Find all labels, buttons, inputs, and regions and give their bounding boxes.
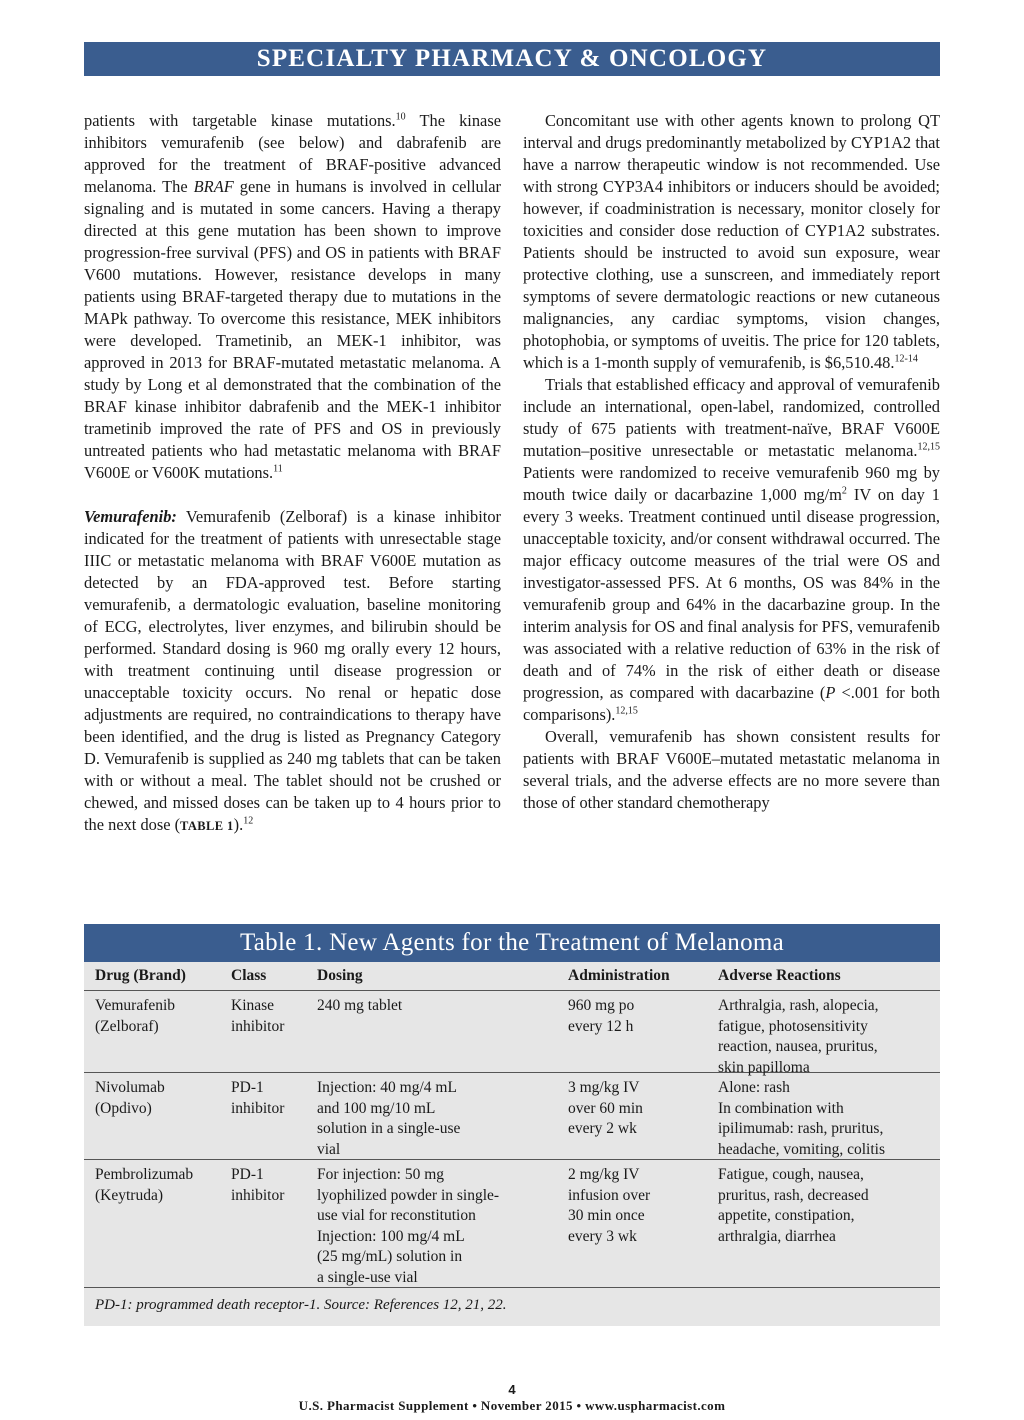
table-row <box>84 1073 940 1160</box>
melanoma-agents-table <box>84 924 940 1326</box>
table-cell: Kinase inhibitor <box>231 997 285 1035</box>
page-number: 4 <box>508 1382 516 1397</box>
table-cell: Pembrolizumab (Keytruda) <box>95 1166 194 1204</box>
table-cell: 2 mg/kg IV infusion over 30 min once every 3 wk <box>568 1166 651 1245</box>
table-row <box>84 1160 940 1287</box>
page-footer: U.S. Pharmacist Supplement • November 2015 • www.uspharmacist.com <box>298 1398 726 1413</box>
header-class: Class <box>231 967 267 984</box>
table-cell: 3 mg/kg IV over 60 min every 2 wk <box>568 1079 643 1137</box>
table-cell: PD-1 inhibitor <box>231 1166 285 1204</box>
right-column <box>523 110 940 814</box>
header-adverse-reactions: Adverse Reactions <box>718 967 841 984</box>
table-cell: 960 mg po every 12 h <box>568 997 635 1035</box>
header-dosing: Dosing <box>317 967 363 984</box>
table-cell: For injection: 50 mg lyophilized powder in single- use vial for reconstitution Injection: 100 mg/4 mL (25 mg/mL) solution in a single-use vial <box>317 1166 500 1286</box>
right-paragraph-3: Overall, vemurafenib has shown consistent results for patients with BRAF V600E–mutated metastatic melanoma in several trials, and the adverse effects are no more severe than those of other standard chemotherapy <box>523 727 940 812</box>
vemurafenib-heading: Vemurafenib: <box>84 507 177 526</box>
table-cell: Alone: rash In combination with ipilimumab: rash, pruritus, headache, vomiting, colitis <box>718 1079 886 1158</box>
table-title: Table 1. New Agents for the Treatment of Melanoma <box>84 924 940 962</box>
right-paragraph-2: Trials that established efficacy and approval of vemurafenib include an international, open-label, randomized, controlled study of 675 patients with treatment-naïve, BRAF V600E mutation–positive unresectable or metastatic melanoma.$^{12,15}$ Patients were randomized to receive vemurafenib 960 mg by mouth twice daily or dacarbazine 1,000 $mg/m^2$ IV on day 1 every 3 weeks. Treatment continued until disease progression, unacceptable toxicity, and/or consent withdrawal occurred. The major efficacy outcome measures of the trial were OS and investigator-assessed PFS. At 6 months, OS was 84% in the vemurafenib group and 64% in the dacarbazine group. In the interim analysis for OS and final analysis for PFS, vemurafenib was associated with a relative reduction of 63% in the risk of death and of 74% in the risk of either death or disease progression, as compared with dacarbazine (P <.001 for both comparisons).$^{12,15}$ <box>523 375 940 724</box>
left-paragraph-2: Vemurafenib: Vemurafenib (Zelboraf) is a kinase inhibitor indicated for the treatment of patients with unresectable stage IIIC or metastatic melanoma with BRAF V600E mutation as detected by an FDA-approved test. Before starting vemurafenib, a dermatologic evaluation, baseline monitoring of ECG, electrolytes, liver enzymes, and bilirubin should be performed. Standard dosing is 960 mg orally every 12 hours, with treatment continuing until disease progression or unacceptable toxicity occurs. No renal or hepatic dose adjustments are required, no contraindications to therapy have been identified, and the drug is listed as Pregnancy Category D. Vemurafenib is supplied as 240 mg tablets that can be taken with or without a meal. The tablet should not be crushed or chewed, and missed doses can be taken up to 4 hours prior to the next dose (TABLE 1).$^{12}$ <box>84 507 501 834</box>
table-cell: Vemurafenib (Zelboraf) <box>95 997 176 1035</box>
table-cell: Fatigue, cough, nausea, pruritus, rash, decreased appetite, constipation, arthralgia, diarrhea <box>718 1166 869 1245</box>
table-header-row <box>84 962 940 991</box>
left-column <box>84 110 501 837</box>
table-cell: Injection: 40 mg/4 mL and 100 mg/10 mL solution in a single-use vial <box>317 1079 461 1158</box>
table-row <box>84 991 940 1076</box>
section-banner: SPECIALTY PHARMACY & ONCOLOGY <box>84 42 940 76</box>
right-paragraph-1: Concomitant use with other agents known to prolong QT interval and drugs predominantly metabolized by CYP1A2 that have a narrow therapeutic window is not recommended. Use with strong CYP3A4 inhibitors or inducers should be avoided; however, if coadministration is necessary, monitor closely for toxicities and consider dose reduction of CYP1A2 substrates. Patients should be instructed to avoid sun exposure, wear protective clothing, use a sunscreen, and immediately report symptoms of severe dermatologic reactions or new cutaneous malignancies, any cardiac symptoms, vision changes, photophobia, or symptoms of uveitis. The price for 120 tablets, which is a 1-month supply of vemurafenib, is $6,510.48.$^{12-14}$ <box>523 111 940 372</box>
table-cell: PD-1 inhibitor <box>231 1079 285 1117</box>
table-cell: Arthralgia, rash, alopecia, fatigue, photosensitivity reaction, nausea, pruritus, skin papilloma <box>718 997 879 1076</box>
header-drug: Drug (Brand) <box>95 967 186 984</box>
table-cell: 240 mg tablet <box>317 997 403 1014</box>
left-paragraph-1: patients with targetable kinase mutations.$^{10}$ The kinase inhibitors vemurafenib (see below) and dabrafenib are approved for the treatment of BRAF-positive advanced melanoma. The BRAF gene in humans is involved in cellular signaling and is mutated in some cancers. Having a therapy directed at this gene mutation has been shown to improve progression-free survival (PFS) and OS in patients with BRAF V600 mutations. However, resistance develops in many patients using BRAF-targeted therapy due to mutations in the MAPk pathway. To overcome this resistance, MEK inhibitors were developed. Trametinib, an MEK-1 inhibitor, was approved in 2013 for BRAF-mutated metastatic melanoma. A study by Long et al demonstrated that the combination of the BRAF kinase inhibitor dabrafenib and the MEK-1 inhibitor trametinib improved the rate of PFS and OS in previously untreated patients who had metastatic melanoma with BRAF V600E or V600K mutations.$^{11}$ <box>84 111 501 482</box>
table-footnote: PD-1: programmed death receptor-1. Source: References 12, 21, 22. <box>84 1287 940 1326</box>
header-administration: Administration <box>568 967 670 984</box>
table-reference: TABLE 1 <box>180 819 234 833</box>
table-cell: Nivolumab (Opdivo) <box>95 1079 165 1117</box>
